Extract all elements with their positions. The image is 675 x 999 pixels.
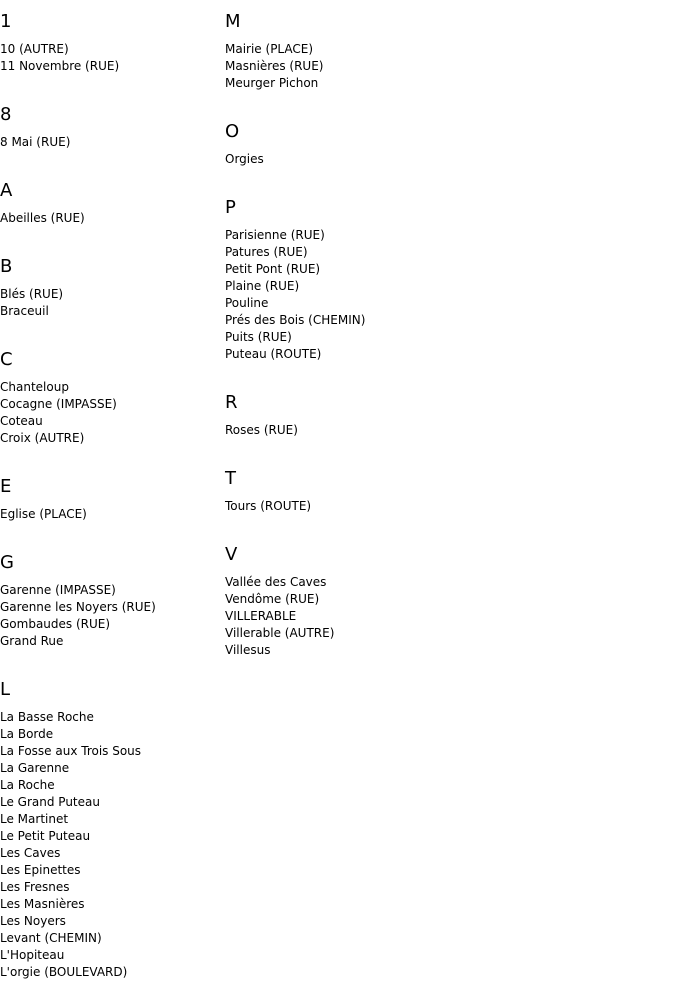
street-list bbox=[0, 701, 220, 999]
street-list bbox=[225, 219, 525, 381]
street-item[interactable]: Pouline bbox=[225, 296, 269, 310]
street-item[interactable]: La Roche bbox=[0, 778, 55, 792]
street-item[interactable]: La Garenne bbox=[0, 761, 70, 775]
letter-heading: 8 bbox=[0, 104, 12, 125]
street-item[interactable]: Garenne les Noyers (RUE) bbox=[0, 600, 156, 614]
street-item[interactable]: Les Noyers bbox=[0, 914, 66, 928]
street-item[interactable]: Petit Pont (RUE) bbox=[225, 262, 321, 276]
street-item[interactable]: Croix (AUTRE) bbox=[0, 431, 85, 445]
street-item[interactable]: 10 (AUTRE) bbox=[0, 42, 69, 56]
street-item[interactable]: Vallée des Caves bbox=[225, 575, 327, 589]
street-item[interactable]: Garenne (IMPASSE) bbox=[0, 583, 116, 597]
street-index-left-column bbox=[0, 0, 220, 999]
street-list bbox=[225, 414, 525, 457]
letter-heading: T bbox=[225, 468, 236, 489]
letter-heading: P bbox=[225, 197, 236, 218]
letter-group bbox=[225, 186, 525, 381]
letter-heading: E bbox=[0, 476, 12, 497]
street-item[interactable]: Masnières (RUE) bbox=[225, 59, 324, 73]
street-item[interactable]: La Borde bbox=[0, 727, 54, 741]
street-item[interactable]: Abeilles (RUE) bbox=[0, 211, 85, 225]
street-item[interactable]: Mairie (PLACE) bbox=[225, 42, 314, 56]
street-item[interactable]: Les Epinettes bbox=[0, 863, 81, 877]
street-item[interactable]: Cocagne (IMPASSE) bbox=[0, 397, 117, 411]
street-list bbox=[0, 126, 220, 169]
street-list bbox=[0, 574, 220, 668]
street-item[interactable]: L'orgie (BOULEVARD) bbox=[0, 965, 128, 979]
street-item[interactable]: Chanteloup bbox=[0, 380, 69, 394]
letter-heading: C bbox=[0, 349, 13, 370]
letter-group bbox=[225, 457, 525, 533]
letter-group bbox=[225, 0, 525, 110]
street-item[interactable]: Levant (CHEMIN) bbox=[0, 931, 102, 945]
street-item[interactable]: Meurger Pichon bbox=[225, 76, 319, 90]
street-item[interactable]: Le Petit Puteau bbox=[0, 829, 91, 843]
letter-group bbox=[225, 381, 525, 457]
letter-heading: L bbox=[0, 679, 11, 700]
street-item[interactable]: Eglise (PLACE) bbox=[0, 507, 87, 521]
street-item[interactable]: Orgies bbox=[225, 152, 264, 166]
street-item[interactable]: Vendôme (RUE) bbox=[225, 592, 320, 606]
street-list bbox=[225, 566, 525, 677]
letter-heading: G bbox=[0, 552, 14, 573]
letter-heading: A bbox=[0, 180, 13, 201]
street-item[interactable]: Roses (RUE) bbox=[225, 423, 298, 437]
letter-heading: 1 bbox=[0, 11, 12, 32]
street-item[interactable]: 8 Mai (RUE) bbox=[0, 135, 71, 149]
street-item[interactable]: Parisienne (RUE) bbox=[225, 228, 325, 242]
street-item[interactable]: Tours (ROUTE) bbox=[225, 499, 312, 513]
street-item[interactable]: Plaine (RUE) bbox=[225, 279, 300, 293]
street-item[interactable]: Coteau bbox=[0, 414, 43, 428]
street-item[interactable]: Puteau (ROUTE) bbox=[225, 347, 322, 361]
letter-group bbox=[0, 338, 220, 465]
street-list bbox=[225, 33, 525, 110]
letter-group bbox=[0, 93, 220, 169]
letter-group bbox=[0, 169, 220, 245]
street-item[interactable]: VILLERABLE bbox=[225, 609, 297, 623]
letter-heading: M bbox=[225, 11, 241, 32]
street-item[interactable]: Blés (RUE) bbox=[0, 287, 64, 301]
street-list bbox=[0, 202, 220, 245]
street-item[interactable]: Puits (RUE) bbox=[225, 330, 292, 344]
street-item[interactable]: Prés des Bois (CHEMIN) bbox=[225, 313, 366, 327]
street-list bbox=[0, 371, 220, 465]
letter-heading: R bbox=[225, 392, 238, 413]
street-item[interactable]: Le Grand Puteau bbox=[0, 795, 100, 809]
letter-group bbox=[225, 110, 525, 186]
street-item[interactable]: La Fosse aux Trois Sous bbox=[0, 744, 142, 758]
street-item[interactable]: Braceuil bbox=[0, 304, 49, 318]
street-item[interactable]: 11 Novembre (RUE) bbox=[0, 59, 120, 73]
street-item[interactable]: Le Martinet bbox=[0, 812, 69, 826]
letter-heading: B bbox=[0, 256, 13, 277]
letter-group bbox=[0, 465, 220, 541]
street-item[interactable]: Grand Rue bbox=[0, 634, 64, 648]
letter-group bbox=[0, 668, 220, 999]
street-item[interactable]: Les Caves bbox=[0, 846, 61, 860]
street-list bbox=[0, 498, 220, 541]
street-item[interactable]: La Basse Roche bbox=[0, 710, 94, 724]
street-item[interactable]: Les Fresnes bbox=[0, 880, 70, 894]
letter-heading: V bbox=[225, 544, 238, 565]
letter-group bbox=[0, 245, 220, 338]
letter-group bbox=[0, 0, 220, 93]
street-item[interactable]: L'Hopiteau bbox=[0, 948, 65, 962]
street-index-right-column bbox=[225, 0, 525, 677]
street-list bbox=[225, 490, 525, 533]
letter-group bbox=[225, 533, 525, 677]
letter-heading: O bbox=[225, 121, 240, 142]
street-list bbox=[225, 143, 525, 186]
street-item[interactable]: Villesus bbox=[225, 643, 271, 657]
letter-group bbox=[0, 541, 220, 668]
street-item[interactable]: Patures (RUE) bbox=[225, 245, 308, 259]
street-list bbox=[0, 33, 220, 93]
street-list bbox=[0, 278, 220, 338]
street-item[interactable]: Gombaudes (RUE) bbox=[0, 617, 111, 631]
street-item[interactable]: Les Masnières bbox=[0, 897, 85, 911]
street-item[interactable]: Villerable (AUTRE) bbox=[225, 626, 335, 640]
